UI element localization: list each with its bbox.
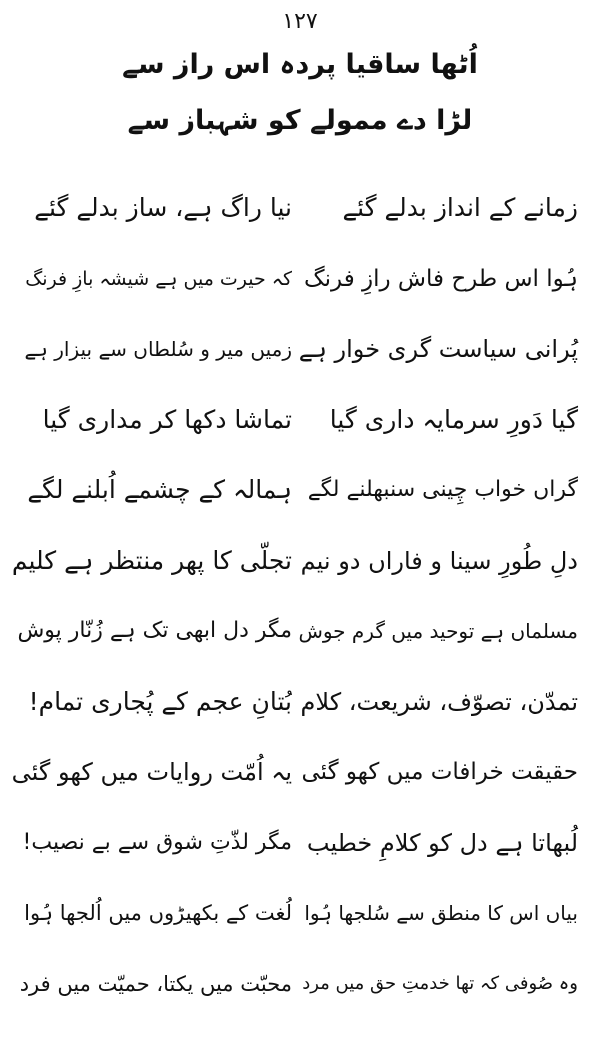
second-hemistich: یہ اُمّت روایات میں کھو گئی <box>11 758 292 786</box>
first-hemistich: ہُوا اس طرح فاش رازِ فرنگ <box>304 265 578 292</box>
couplet <box>8 186 592 257</box>
couplet <box>8 609 592 680</box>
second-hemistich: تجلّی کا پھر منتظر ہے کلیم <box>11 545 292 575</box>
poem-title-line-2: لڑا دے ممولے کو شہباز سے <box>127 105 473 136</box>
couplet <box>8 398 592 469</box>
first-hemistich: حقیقت خرافات میں کھو گئی <box>301 759 578 785</box>
first-hemistich: گیا دَورِ سرمایہ داری گیا <box>329 404 578 434</box>
second-hemistich: لُغت کے بکھیڑوں میں اُلجھا ہُوا <box>24 901 292 925</box>
second-hemistich: کہ حیرت میں ہے شیشہ بازِ فرنگ <box>25 267 292 290</box>
second-hemistich: ہمالہ کے چشمے اُبلنے لگے <box>27 475 292 504</box>
couplet <box>8 750 592 821</box>
first-hemistich: گراں خواب چِینی سنبھلنے لگے <box>307 477 578 502</box>
first-hemistich: وہ صُوفی کہ تھا خدمتِ حق میں مرد <box>302 972 578 994</box>
couplet <box>8 891 592 962</box>
couplet <box>8 821 592 892</box>
second-hemistich: بُتانِ عجم کے پُجاری تمام! <box>28 686 292 716</box>
first-hemistich: مسلماں ہے توحید میں گرم جوش <box>298 619 578 643</box>
second-hemistich: مگر دل ابھی تک ہے زُنّار پوش <box>17 618 292 643</box>
first-hemistich: پُرانی سیاست گری خوار ہے <box>298 335 578 363</box>
first-hemistich: زمانے کے انداز بدلے گئے <box>342 193 578 222</box>
first-hemistich: لُبھاتا ہے دل کو کلامِ خطیب <box>306 828 578 857</box>
second-hemistich: محبّت میں یکتا، حمیّت میں فرد <box>19 971 292 996</box>
couplet <box>8 962 592 1033</box>
couplet <box>8 468 592 539</box>
second-hemistich: تماشا دکھا کر مداری گیا <box>42 404 292 434</box>
second-hemistich: نیا راگ ہے، ساز بدلے گئے <box>34 193 292 222</box>
page-number: ۱۲۷ <box>282 9 318 34</box>
couplet <box>8 539 592 610</box>
couplet <box>8 327 592 398</box>
couplet-list <box>8 186 592 1032</box>
couplet <box>8 680 592 751</box>
first-hemistich: دلِ طُورِ سینا و فاراں دو نیم <box>300 546 578 575</box>
poem-title-line-1: اُٹھا ساقیا پردہ اس راز سے <box>122 49 478 80</box>
couplet <box>8 257 592 328</box>
first-hemistich: تمدّن، تصوّف، شریعت، کلام <box>300 687 578 716</box>
first-hemistich: بیاں اس کا منطق سے سُلجھا ہُوا <box>304 901 578 925</box>
second-hemistich: زمیں میر و سُلطاں سے بیزار ہے <box>24 337 292 361</box>
second-hemistich: مگر لذّتِ شوق سے بے نصیب! <box>22 829 292 855</box>
